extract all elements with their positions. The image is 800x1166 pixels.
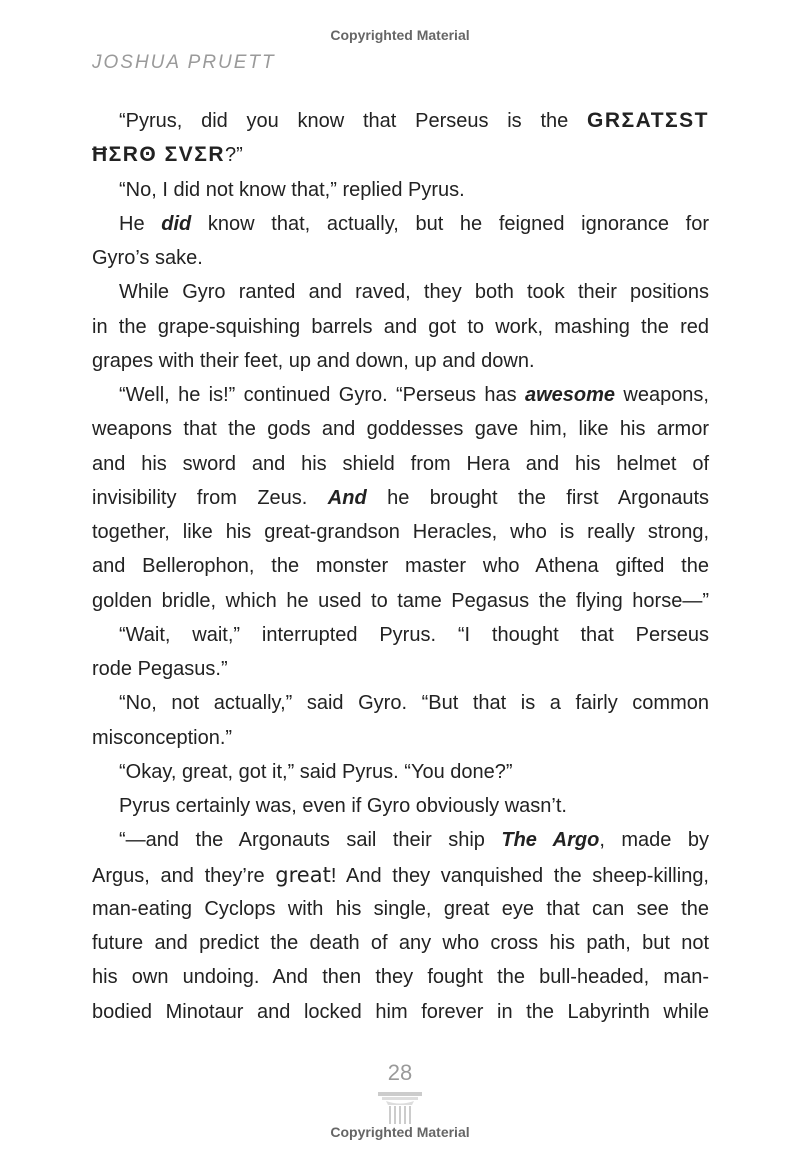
text-segment: man-eating Cyclops with his single, great eye that can see the xyxy=(92,897,709,920)
text-segment: Argus, and they’re xyxy=(92,864,276,887)
text-segment: Gyro’s sake. xyxy=(92,247,203,269)
text-line xyxy=(92,926,709,960)
text-line xyxy=(92,344,709,378)
text-segment: grapes with their feet, up and down, up and down. xyxy=(92,349,535,372)
text-line xyxy=(92,584,709,618)
text-line xyxy=(92,789,709,823)
emphasis-text: awesome xyxy=(524,384,616,406)
text-line xyxy=(92,823,709,857)
text-line xyxy=(92,447,709,481)
stylized-greek-text: GRΣATΣST xyxy=(587,109,709,132)
text-line xyxy=(92,412,709,446)
running-head-author: JOSHUA PRUETT xyxy=(92,52,276,73)
text-segment: and Bellerophon, the monster master who Athena gifted the xyxy=(92,555,709,578)
text-segment: weapons, xyxy=(615,384,709,406)
text-segment: he brought the first Argonauts xyxy=(366,486,709,509)
text-line xyxy=(92,275,709,309)
text-segment: and his sword and his shield from Hera and his helmet of xyxy=(92,452,709,475)
text-line xyxy=(92,549,709,583)
text-segment: in the grape-squishing barrels and got to work, mashing the red xyxy=(92,315,709,338)
copyright-watermark-bottom: Copyrighted Material xyxy=(330,1124,470,1140)
text-segment: , made by xyxy=(599,829,709,852)
text-line xyxy=(92,686,709,720)
text-segment: “Pyrus, did you know that Perseus is the xyxy=(119,110,588,132)
text-line xyxy=(92,104,709,138)
text-segment: “—and the Argonauts sail their ship xyxy=(119,829,502,852)
emphasis-text: And xyxy=(327,486,367,509)
text-segment: “No, not actually,” said Gyro. “But that is a fairly common xyxy=(119,692,709,715)
text-line xyxy=(92,241,709,275)
emphasis-text: did xyxy=(161,212,192,235)
text-segment: ?” xyxy=(224,144,243,167)
text-segment: “Okay, great, got it,” said Pyrus. “You done?” xyxy=(119,760,513,783)
alt-font-text: great xyxy=(275,862,331,887)
greek-column-icon xyxy=(376,1090,424,1126)
text-line xyxy=(92,310,709,344)
text-line xyxy=(92,960,709,994)
text-segment: golden bridle, which he used to tame Pegasus the flying horse—” xyxy=(92,589,709,612)
text-segment: his own undoing. And then they fought the bull-headed, man- xyxy=(92,966,709,989)
text-line xyxy=(92,378,709,412)
text-segment: misconception.” xyxy=(92,726,233,749)
text-line xyxy=(92,481,709,515)
text-line xyxy=(92,995,709,1029)
text-line xyxy=(92,652,709,686)
text-line xyxy=(92,858,709,892)
text-segment: ! And they vanquished the sheep-killing, xyxy=(330,864,709,887)
text-line xyxy=(92,618,709,652)
text-segment: He xyxy=(119,212,162,235)
text-line xyxy=(92,207,709,241)
stylized-greek-text: ĦΣRʘ ΣVΣR xyxy=(92,143,225,167)
text-segment: future and predict the death of any who cross his path, but not xyxy=(92,932,709,954)
text-segment: Pyrus certainly was, even if Gyro obviously wasn’t. xyxy=(119,795,567,817)
text-segment: bodied Minotaur and locked him forever in the Labyrinth while xyxy=(92,1000,709,1023)
text-line xyxy=(92,755,709,789)
emphasis-text: The Argo xyxy=(501,829,600,852)
text-line xyxy=(92,721,709,755)
text-line xyxy=(92,138,709,172)
text-segment: While Gyro ranted and raved, they both took their positions xyxy=(119,281,709,304)
text-segment: rode Pegasus.” xyxy=(92,658,228,680)
text-segment: weapons that the gods and goddesses gave him, like his armor xyxy=(92,418,709,441)
text-segment: know that, actually, but he feigned ignorance for xyxy=(191,212,709,235)
text-segment: “No, I did not know that,” replied Pyrus. xyxy=(119,178,465,201)
body-text xyxy=(92,104,709,1029)
text-line xyxy=(92,892,709,926)
text-segment: together, like his great-grandson Heracles, who is really strong, xyxy=(92,521,709,543)
text-line xyxy=(92,173,709,207)
text-segment: “Well, he is!” continued Gyro. “Perseus has xyxy=(119,384,525,406)
copyright-watermark-top: Copyrighted Material xyxy=(330,27,470,43)
text-segment: invisibility from Zeus. xyxy=(92,486,328,509)
text-line xyxy=(92,515,709,549)
text-segment: “Wait, wait,” interrupted Pyrus. “I thought that Perseus xyxy=(119,623,709,646)
page-number: 28 xyxy=(387,1060,413,1085)
